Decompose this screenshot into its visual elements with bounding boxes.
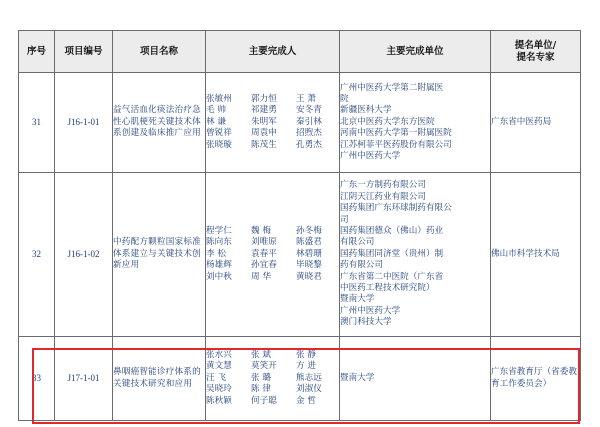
unit-line: 药有限公司	[340, 260, 383, 271]
cell-code: J16-1-02	[55, 173, 113, 337]
cell-project-name: 鼻咽癌智能诊疗体系的关键技术研究和应用	[113, 337, 206, 421]
cell-units	[340, 73, 491, 173]
cell-code: J16-1-01	[55, 73, 113, 173]
unit-line: 广东一方制药有限公司	[340, 180, 426, 191]
header-nominator-line1: 提名单位/	[514, 39, 557, 51]
person-name: 陈向东	[206, 237, 232, 248]
person-name: 张 璐	[251, 372, 271, 383]
person-name: 朱明军	[251, 116, 277, 127]
table-row	[19, 73, 581, 173]
cell-people	[206, 73, 340, 173]
people-line	[206, 272, 339, 283]
unit-line: 北京中医药大学东方医院	[340, 116, 435, 127]
person-name: 周 华	[251, 271, 271, 282]
person-name: 张晓璇	[206, 139, 232, 150]
person-name: 周袁申	[251, 128, 277, 139]
person-name: 刘唯原	[251, 237, 277, 248]
cell-people	[206, 337, 340, 421]
person-name: 孙冬梅	[296, 225, 322, 236]
person-name: 陈 律	[251, 384, 271, 395]
person-name: 张 静	[296, 349, 316, 360]
person-name: 曾锐祥	[206, 128, 232, 139]
header-nominator-line2: 提名专家	[516, 51, 555, 63]
people-line	[206, 117, 339, 128]
cell-code: J17-1-01	[55, 337, 113, 421]
unit-line: 中医药工程技术研究院）	[340, 283, 435, 294]
cell-people	[206, 173, 340, 337]
person-name: 吴晓玲	[206, 384, 232, 395]
people-line	[206, 226, 339, 237]
person-name: 黄文慧	[206, 361, 232, 372]
person-name: 郭力恒	[251, 93, 277, 104]
person-name: 祁建勇	[251, 105, 277, 116]
person-name: 袁春平	[251, 248, 277, 259]
award-table	[18, 30, 581, 421]
person-name: 安冬青	[296, 105, 322, 116]
table-body	[19, 73, 581, 421]
table-header-row	[19, 31, 581, 73]
people-line	[206, 94, 339, 105]
person-name: 李 松	[206, 248, 226, 259]
award-document	[18, 30, 580, 427]
person-name: 招煦杰	[296, 128, 322, 139]
person-name: 林 谦	[206, 116, 226, 127]
unit-line: 广州中医药大学	[340, 151, 401, 162]
unit-line: 江阴天江药业有限公司	[340, 191, 426, 202]
person-name: 熊志远	[296, 372, 322, 383]
person-name: 陈秋颖	[206, 395, 232, 406]
person-name: 林碧珊	[296, 248, 322, 259]
people-line	[206, 384, 339, 395]
header-name: 项目名称	[113, 31, 206, 73]
unit-line: 国药集团广东环球制药有限公	[340, 203, 452, 214]
people-line	[206, 260, 339, 271]
table-row	[19, 337, 581, 421]
unit-line: 广东省第二中医院（广东省	[340, 271, 444, 282]
person-name: 王 萧	[296, 93, 316, 104]
header-seq: 序号	[19, 31, 55, 73]
person-name: 莫笑开	[251, 361, 277, 372]
unit-line: 司	[340, 214, 349, 225]
header-people: 主要完成人	[206, 31, 340, 73]
cell-project-name: 益气活血化痰法治疗急性心肌梗死关键技术体系创建及临床推广应用	[113, 73, 206, 173]
person-name: 刘中秋	[206, 271, 232, 282]
people-line	[206, 237, 339, 248]
unit-line: 澳门科技大学	[340, 317, 392, 328]
person-name: 孙宜春	[251, 260, 277, 271]
header-code: 项目编号	[55, 31, 113, 73]
unit-line: 院	[340, 93, 349, 104]
person-name: 陈盛君	[296, 237, 322, 248]
person-name: 黄晓君	[296, 271, 322, 282]
cell-seq: 32	[19, 173, 55, 337]
people-line	[206, 350, 339, 361]
cell-units	[340, 337, 491, 421]
person-name: 何子聪	[251, 395, 277, 406]
person-name: 程学仁	[206, 225, 232, 236]
people-line	[206, 361, 339, 372]
cell-units	[340, 173, 491, 337]
header-nominator	[491, 31, 581, 73]
person-name: 刘淑仪	[296, 384, 322, 395]
table-row	[19, 173, 581, 337]
cell-nominator: 佛山市科学技术局	[491, 173, 581, 337]
person-name: 陈茂生	[251, 139, 277, 150]
people-line	[206, 396, 339, 407]
cell-nominator: 广东省中医药局	[491, 73, 581, 173]
people-line	[206, 128, 339, 139]
unit-line: 有限公司	[340, 237, 375, 248]
person-name: 方 进	[296, 361, 316, 372]
people-line	[206, 105, 339, 116]
header-units: 主要完成单位	[340, 31, 491, 73]
unit-line: 河南中医药大学第一附属医院	[340, 128, 452, 139]
unit-line: 广州中医药大学第二附属医	[340, 82, 444, 93]
person-name: 张 斌	[251, 349, 271, 360]
person-name: 张水兴	[206, 349, 232, 360]
unit-line: 暨南大学	[340, 372, 375, 383]
person-name: 金 哲	[296, 395, 316, 406]
person-name: 魏 梅	[251, 225, 271, 236]
unit-line: 江苏柯菲平医药股份有限公司	[340, 139, 452, 150]
people-line	[206, 249, 339, 260]
person-name: 毕晓黎	[296, 260, 322, 271]
cell-seq: 31	[19, 73, 55, 173]
people-line	[206, 140, 339, 151]
person-name: 秦引林	[296, 116, 322, 127]
cell-project-name: 中药配方颗粒国家标准体系建立与关键技术创新应用	[113, 173, 206, 337]
person-name: 汪 飞	[206, 372, 226, 383]
unit-line: 国药集团德众（佛山）药业	[340, 225, 444, 236]
cell-seq: 33	[19, 337, 55, 421]
unit-line: 国药集团同济堂（贵州）制	[340, 248, 444, 259]
unit-line: 广州中医药大学	[340, 305, 401, 316]
person-name: 杨雄辉	[206, 260, 232, 271]
unit-line: 新疆医科大学	[340, 105, 392, 116]
person-name: 孔勇杰	[296, 139, 322, 150]
unit-line: 暨南大学	[340, 294, 375, 305]
people-line	[206, 373, 339, 384]
person-name: 张敏州	[206, 93, 232, 104]
person-name: 毛 帅	[206, 105, 226, 116]
cell-nominator: 广东省教育厅（省委教育工作委员会）	[491, 337, 581, 421]
